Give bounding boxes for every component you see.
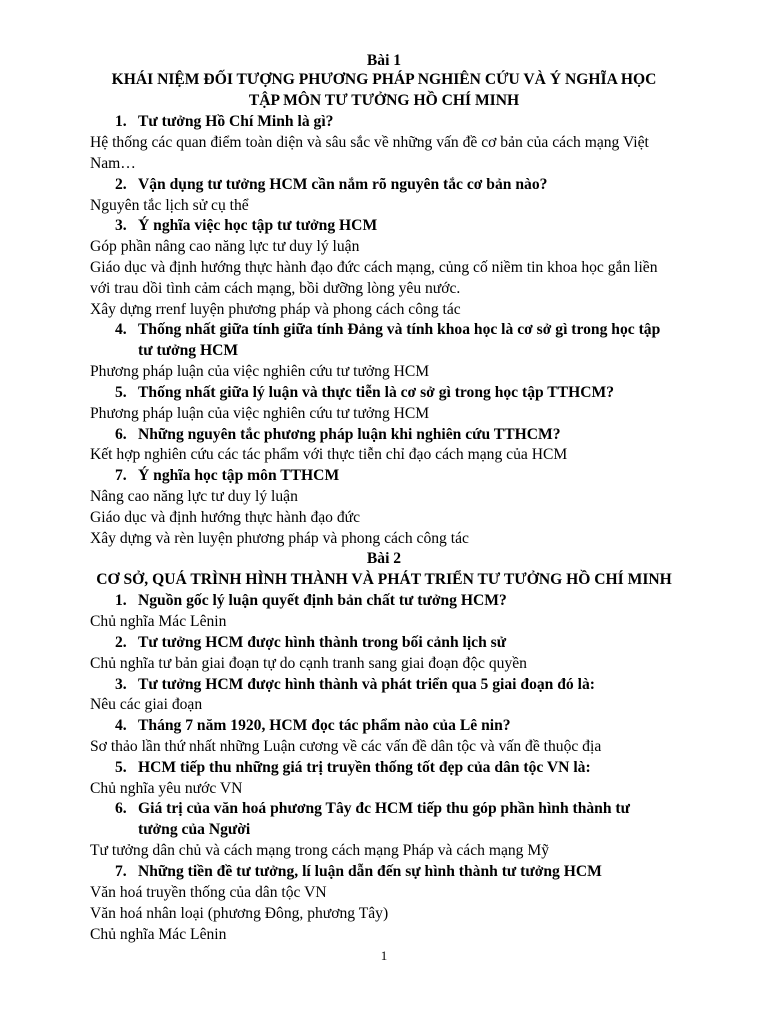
question-2-2: 2. Tư tưởng HCM được hình thành trong bối cảnh lịch sử — [115, 634, 507, 651]
answer-1-3-line-4: Xây dựng rrenf luyện phương pháp và phong cách công tác — [90, 301, 461, 318]
answer-1-7-line-2: Giáo dục và định hướng thực hành đạo đức — [90, 509, 361, 526]
answer-1-6-line-1: Kết hợp nghiên cứu các tác phẩm với thực tiễn chỉ đạo cách mạng của HCM — [90, 446, 568, 463]
section-2-label: Bài 2 — [366, 550, 402, 567]
question-2-6-line-2: tưởng của Người — [138, 821, 251, 838]
answer-2-7-line-1: Văn hoá truyền thống của dân tộc VN — [90, 884, 327, 901]
answer-2-2-line-1: Chủ nghĩa tư bản giai đoạn tự do cạnh tranh sang giai đoạn độc quyền — [90, 655, 527, 672]
question-2-6: 6. Giá trị của văn hoá phương Tây đc HCM tiếp thu góp phần hình thành tư — [115, 800, 630, 817]
answer-2-5-line-1: Chủ nghĩa yêu nước VN — [90, 780, 243, 797]
answer-1-2-line-1: Nguyên tắc lịch sử cụ thể — [90, 197, 249, 214]
question-1-4-line-2: tư tưởng HCM — [138, 342, 239, 359]
answer-2-3-line-1: Nêu các giai đoạn — [90, 696, 203, 713]
question-2-1: 1. Nguồn gốc lý luận quyết định bản chất tư tưởng HCM? — [115, 592, 507, 609]
section-1-title-line-1: KHÁI NIỆM ĐỐI TƯỢNG PHƯƠNG PHÁP NGHIÊN CỨU VÀ Ý NGHĨA HỌC — [111, 71, 657, 88]
answer-2-1-line-1: Chủ nghĩa Mác Lênin — [90, 613, 227, 630]
answer-2-6-line-1: Tư tưởng dân chủ và cách mạng trong cách mạng Pháp và cách mạng Mỹ — [90, 842, 550, 859]
section-1-label: Bài 1 — [366, 52, 402, 69]
answer-1-1-line-1: Hệ thống các quan điểm toàn diện và sâu sắc về những vấn đề cơ bản của cách mạng Việt — [90, 134, 649, 151]
answer-1-3-line-2: Giáo dục và định hướng thực hành đạo đức cách mạng, củng cố niềm tin khoa học gắn liền — [90, 259, 658, 276]
question-1-7: 7. Ý nghĩa học tập môn TTHCM — [115, 467, 340, 484]
question-1-5: 5. Thống nhất giữa lý luận và thực tiễn là cơ sở gì trong học tập TTHCM? — [115, 384, 614, 401]
answer-1-5-line-1: Phương pháp luận của việc nghiên cứu tư tưởng HCM — [90, 405, 430, 422]
answer-1-3-line-1: Góp phần nâng cao năng lực tư duy lý luận — [90, 238, 360, 255]
answer-1-7-line-3: Xây dựng và rèn luyện phương pháp và phong cách công tác — [90, 530, 469, 547]
answer-1-3-line-3: với trau dồi tình cảm cách mạng, bồi dưỡng lòng yêu nước. — [90, 280, 461, 297]
page-number: 1 — [380, 948, 388, 963]
question-2-7: 7. Những tiền đề tư tưởng, lí luận dẫn đến sự hình thành tư tưởng HCM — [115, 863, 602, 880]
answer-2-7-line-2: Văn hoá nhân loại (phương Đông, phương Tây) — [90, 905, 389, 922]
question-1-2: 2. Vận dụng tư tưởng HCM cần nắm rõ nguyên tắc cơ bản nào? — [115, 176, 548, 193]
answer-2-4-line-1: Sơ thảo lần thứ nhất những Luận cương về các vấn đề dân tộc và vấn đề thuộc địa — [90, 738, 602, 755]
question-2-5: 5. HCM tiếp thu những giá trị truyền thống tốt đẹp của dân tộc VN là: — [115, 759, 591, 776]
question-1-1: 1. Tư tưởng Hồ Chí Minh là gì? — [115, 113, 334, 130]
question-2-3: 3. Tư tưởng HCM được hình thành và phát triển qua 5 giai đoạn đó là: — [115, 676, 595, 693]
answer-1-4-line-1: Phương pháp luận của việc nghiên cứu tư tưởng HCM — [90, 363, 430, 380]
question-1-6: 6. Những nguyên tắc phương pháp luận khi nghiên cứu TTHCM? — [115, 426, 561, 443]
question-1-4: 4. Thống nhất giữa tính giữa tính Đảng và tính khoa học là cơ sở gì trong học tập — [115, 321, 661, 338]
answer-1-7-line-1: Nâng cao năng lực tư duy lý luận — [90, 488, 298, 505]
answer-2-7-line-3: Chủ nghĩa Mác Lênin — [90, 926, 227, 943]
question-2-4: 4. Tháng 7 năm 1920, HCM đọc tác phẩm nào của Lê nin? — [115, 717, 511, 734]
answer-1-1-line-2: Nam… — [90, 155, 136, 172]
question-1-3: 3. Ý nghĩa việc học tập tư tưởng HCM — [115, 217, 378, 234]
section-2-title-line-1: CƠ SỞ, QUÁ TRÌNH HÌNH THÀNH VÀ PHÁT TRIỂN TƯ TƯỞNG HỒ CHÍ MINH — [96, 571, 672, 588]
section-1-title-line-2: TẬP MÔN TƯ TƯỞNG HỒ CHÍ MINH — [248, 92, 520, 109]
